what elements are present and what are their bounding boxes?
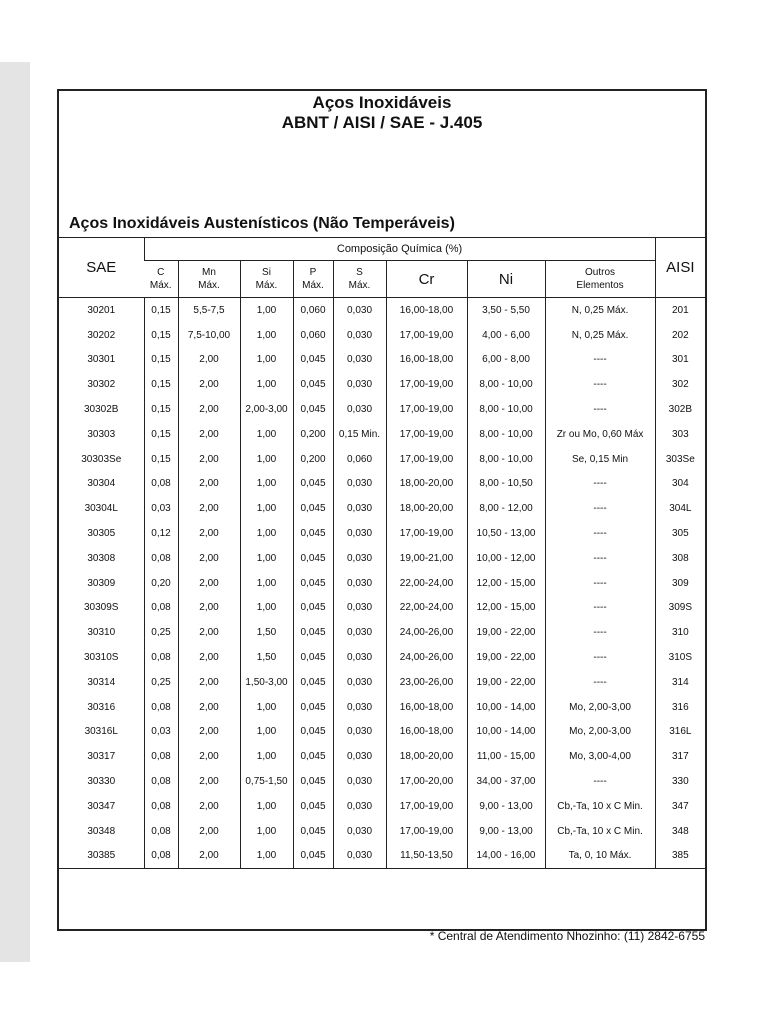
cell-cr: 19,00-21,00 <box>386 546 467 571</box>
cell-ni: 8,00 - 10,00 <box>467 372 545 397</box>
header-mn: Mn Máx. <box>178 261 240 298</box>
cell-p: 0,045 <box>293 620 333 645</box>
cell-p: 0,045 <box>293 546 333 571</box>
cell-ni: 34,00 - 37,00 <box>467 769 545 794</box>
cell-outros: N, 0,25 Máx. <box>545 298 655 323</box>
cell-sae: 30314 <box>87 676 116 688</box>
cell-s: 0,030 <box>333 819 386 844</box>
cell-c: 0,25 <box>144 670 178 695</box>
cell-c: 0,03 <box>144 496 178 521</box>
cell-mn: 2,00 <box>178 372 240 397</box>
cell-aisi: 308 <box>655 546 705 571</box>
cell-si: 1,00 <box>240 521 293 546</box>
cell-sae: 30302B <box>84 404 119 416</box>
cell-outros: ---- <box>545 496 655 521</box>
cell-sae: 30316 <box>87 701 116 713</box>
table-row <box>59 372 705 397</box>
cell-si: 1,00 <box>240 372 293 397</box>
cell-outros: N, 0,25 Máx. <box>545 323 655 348</box>
table-row <box>59 596 705 621</box>
cell-outros: ---- <box>545 472 655 497</box>
cell-p: 0,045 <box>293 695 333 720</box>
cell-p: 0,060 <box>293 298 333 323</box>
table-row <box>59 348 705 373</box>
cell-aisi: 330 <box>655 769 705 794</box>
cell-mn: 2,00 <box>178 769 240 794</box>
cell-si: 1,00 <box>240 298 293 323</box>
cell-c: 0,15 <box>144 447 178 472</box>
cell-cr: 17,00-19,00 <box>386 422 467 447</box>
cell-p: 0,045 <box>293 819 333 844</box>
cell-sae: 30305 <box>87 528 116 540</box>
cell-cr: 17,00-19,00 <box>386 819 467 844</box>
cell-mn: 2,00 <box>178 670 240 695</box>
cell-sae: 30385 <box>87 850 116 862</box>
cell-s: 0,030 <box>333 645 386 670</box>
cell-cr: 18,00-20,00 <box>386 496 467 521</box>
cell-mn: 2,00 <box>178 794 240 819</box>
cell-ni: 19,00 - 22,00 <box>467 645 545 670</box>
cell-aisi: 201 <box>655 298 705 323</box>
cell-c: 0,08 <box>144 546 178 571</box>
cell-aisi: 316L <box>655 720 705 745</box>
cell-mn: 2,00 <box>178 521 240 546</box>
cell-mn: 2,00 <box>178 720 240 745</box>
cell-sae: 30347 <box>87 800 116 812</box>
cell-mn: 2,00 <box>178 596 240 621</box>
cell-ni: 10,50 - 13,00 <box>467 521 545 546</box>
cell-ni: 8,00 - 12,00 <box>467 496 545 521</box>
table-body <box>59 298 705 930</box>
cell-cr: 16,00-18,00 <box>386 695 467 720</box>
cell-si: 1,50-3,00 <box>240 670 293 695</box>
cell-p: 0,200 <box>293 422 333 447</box>
empty-row <box>59 869 705 930</box>
table-row <box>59 496 705 521</box>
cell-cr: 22,00-24,00 <box>386 571 467 596</box>
header-sae: SAE <box>59 238 144 298</box>
cell-c: 0,08 <box>144 819 178 844</box>
cell-si: 1,00 <box>240 596 293 621</box>
cell-mn: 2,00 <box>178 571 240 596</box>
cell-cr: 17,00-19,00 <box>386 447 467 472</box>
header-s: S Máx. <box>333 261 386 298</box>
cell-ni: 8,00 - 10,00 <box>467 422 545 447</box>
table-row <box>59 844 705 869</box>
cell-aisi: 303Se <box>655 447 705 472</box>
cell-c: 0,08 <box>144 645 178 670</box>
cell-c: 0,08 <box>144 695 178 720</box>
cell-mn: 2,00 <box>178 472 240 497</box>
cell-mn: 2,00 <box>178 645 240 670</box>
table-row <box>59 521 705 546</box>
cell-p: 0,045 <box>293 720 333 745</box>
cell-outros: ---- <box>545 769 655 794</box>
cell-ni: 19,00 - 22,00 <box>467 670 545 695</box>
cell-s: 0,030 <box>333 323 386 348</box>
cell-ni: 19,00 - 22,00 <box>467 620 545 645</box>
table-row <box>59 695 705 720</box>
table-row <box>59 546 705 571</box>
header-outros: Outros Elementos <box>545 261 655 298</box>
cell-cr: 16,00-18,00 <box>386 720 467 745</box>
cell-sae: 30317 <box>87 751 116 763</box>
cell-outros: Cb,-Ta, 10 x C Min. <box>545 819 655 844</box>
cell-aisi: 302 <box>655 372 705 397</box>
cell-cr: 17,00-20,00 <box>386 769 467 794</box>
cell-s: 0,030 <box>333 348 386 373</box>
cell-aisi: 314 <box>655 670 705 695</box>
cell-p: 0,045 <box>293 496 333 521</box>
cell-outros: ---- <box>545 348 655 373</box>
cell-p: 0,045 <box>293 744 333 769</box>
cell-cr: 17,00-19,00 <box>386 794 467 819</box>
cell-sae: 30308 <box>87 552 116 564</box>
cell-sae: 30302 <box>87 379 116 391</box>
cell-aisi: 304L <box>655 496 705 521</box>
document-frame <box>57 89 707 931</box>
cell-sae: 30309S <box>84 602 119 614</box>
cell-c: 0,08 <box>144 472 178 497</box>
cell-si: 1,00 <box>240 720 293 745</box>
cell-sae: 30310S <box>84 652 119 664</box>
cell-sae: 30202 <box>87 329 116 341</box>
cell-p: 0,045 <box>293 769 333 794</box>
cell-sae: 30330 <box>87 776 116 788</box>
cell-s: 0,030 <box>333 571 386 596</box>
cell-c: 0,08 <box>144 794 178 819</box>
cell-s: 0,15 Min. <box>333 422 386 447</box>
cell-sae: 30201 <box>59 298 144 323</box>
table-row <box>59 472 705 497</box>
cell-p: 0,060 <box>293 323 333 348</box>
cell-si: 1,00 <box>240 447 293 472</box>
cell-aisi: 301 <box>655 348 705 373</box>
cell-sae: 30304L <box>84 503 118 515</box>
cell-mn: 2,00 <box>178 844 240 869</box>
cell-mn: 5,5-7,5 <box>178 298 240 323</box>
cell-s: 0,030 <box>333 596 386 621</box>
cell-ni: 3,50 - 5,50 <box>467 298 545 323</box>
cell-cr: 18,00-20,00 <box>386 472 467 497</box>
table-row <box>59 819 705 844</box>
section-title: Aços Inoxidáveis Austenísticos (Não Temperáveis) <box>69 215 455 232</box>
cell-mn: 2,00 <box>178 620 240 645</box>
cell-cr: 17,00-19,00 <box>386 372 467 397</box>
cell-cr: 11,50-13,50 <box>386 844 467 869</box>
cell-c: 0,12 <box>144 521 178 546</box>
left-gray-strip <box>0 62 30 962</box>
cell-si: 1,00 <box>240 472 293 497</box>
table-row <box>59 298 705 323</box>
cell-outros: ---- <box>545 620 655 645</box>
cell-sae: 30309 <box>87 577 116 589</box>
cell-si: 1,00 <box>240 695 293 720</box>
cell-cr: 16,00-18,00 <box>386 348 467 373</box>
cell-si: 1,00 <box>240 348 293 373</box>
cell-mn: 2,00 <box>178 546 240 571</box>
cell-cr: 22,00-24,00 <box>386 596 467 621</box>
header-composition: Composição Química (%) <box>144 238 655 261</box>
cell-c: 0,08 <box>144 844 178 869</box>
cell-p: 0,045 <box>293 372 333 397</box>
cell-s: 0,030 <box>333 720 386 745</box>
cell-s: 0,030 <box>333 372 386 397</box>
cell-aisi: 317 <box>655 744 705 769</box>
cell-aisi: 385 <box>655 844 705 869</box>
cell-p: 0,045 <box>293 521 333 546</box>
cell-si: 1,50 <box>240 620 293 645</box>
cell-ni: 10,00 - 14,00 <box>467 695 545 720</box>
cell-cr: 16,00-18,00 <box>386 298 467 323</box>
cell-aisi: 303 <box>655 422 705 447</box>
cell-s: 0,060 <box>333 447 386 472</box>
table-row <box>59 447 705 472</box>
cell-s: 0,030 <box>333 397 386 422</box>
cell-outros: ---- <box>545 571 655 596</box>
cell-c: 0,15 <box>144 348 178 373</box>
table-row <box>59 720 705 745</box>
cell-aisi: 302B <box>655 397 705 422</box>
cell-s: 0,030 <box>333 521 386 546</box>
cell-outros: Mo, 2,00-3,00 <box>545 695 655 720</box>
cell-s: 0,030 <box>333 794 386 819</box>
cell-sae: 30316L <box>84 726 118 738</box>
cell-outros: Cb,-Ta, 10 x C Min. <box>545 794 655 819</box>
cell-si: 1,00 <box>240 744 293 769</box>
cell-c: 0,03 <box>144 720 178 745</box>
table-row <box>59 571 705 596</box>
cell-p: 0,045 <box>293 645 333 670</box>
cell-aisi: 305 <box>655 521 705 546</box>
cell-aisi: 202 <box>655 323 705 348</box>
cell-mn: 2,00 <box>178 496 240 521</box>
cell-mn: 2,00 <box>178 695 240 720</box>
cell-aisi: 347 <box>655 794 705 819</box>
cell-outros: ---- <box>545 521 655 546</box>
cell-outros: ---- <box>545 546 655 571</box>
cell-outros: Mo, 3,00-4,00 <box>545 744 655 769</box>
table-row <box>59 769 705 794</box>
cell-ni: 10,00 - 12,00 <box>467 546 545 571</box>
cell-sae: 30303Se <box>81 453 122 465</box>
cell-sae: 30301 <box>87 354 116 366</box>
page-subtitle-standards: ABNT / AISI / SAE - J.405 <box>281 113 483 132</box>
cell-cr: 18,00-20,00 <box>386 744 467 769</box>
cell-ni: 6,00 - 8,00 <box>467 348 545 373</box>
header-si: Si Máx. <box>240 261 293 298</box>
cell-p: 0,200 <box>293 447 333 472</box>
cell-c: 0,25 <box>144 620 178 645</box>
cell-ni: 8,00 - 10,00 <box>467 447 545 472</box>
cell-p: 0,045 <box>293 844 333 869</box>
cell-s: 0,030 <box>333 620 386 645</box>
cell-outros: ---- <box>545 670 655 695</box>
cell-sae: 30303 <box>87 428 116 440</box>
cell-outros: ---- <box>545 372 655 397</box>
header-aisi: AISI <box>655 238 705 298</box>
cell-cr: 24,00-26,00 <box>386 620 467 645</box>
cell-c: 0,15 <box>144 422 178 447</box>
cell-s: 0,030 <box>333 844 386 869</box>
cell-si: 1,00 <box>240 819 293 844</box>
cell-s: 0,030 <box>333 546 386 571</box>
cell-s: 0,030 <box>333 472 386 497</box>
cell-p: 0,045 <box>293 472 333 497</box>
cell-s: 0,030 <box>333 769 386 794</box>
cell-outros: Se, 0,15 Min <box>545 447 655 472</box>
cell-si: 1,00 <box>240 496 293 521</box>
cell-ni: 8,00 - 10,00 <box>467 397 545 422</box>
cell-aisi: 309S <box>655 596 705 621</box>
cell-si: 0,75-1,50 <box>240 769 293 794</box>
cell-cr: 23,00-26,00 <box>386 670 467 695</box>
cell-s: 0,030 <box>333 496 386 521</box>
cell-mn: 2,00 <box>178 422 240 447</box>
cell-p: 0,045 <box>293 571 333 596</box>
cell-aisi: 348 <box>655 819 705 844</box>
cell-c: 0,15 <box>144 298 178 323</box>
header-ni: Ni <box>467 261 545 298</box>
cell-sae: 30304 <box>87 478 116 490</box>
cell-aisi: 310 <box>655 620 705 645</box>
cell-ni: 12,00 - 15,00 <box>467 571 545 596</box>
cell-aisi: 304 <box>655 472 705 497</box>
table-row <box>59 422 705 447</box>
cell-aisi: 309 <box>655 571 705 596</box>
cell-outros: ---- <box>545 645 655 670</box>
page-title: Aços Inoxidáveis <box>312 93 452 112</box>
cell-sae: 30310 <box>87 627 116 639</box>
cell-ni: 11,00 - 15,00 <box>467 744 545 769</box>
cell-c: 0,08 <box>144 596 178 621</box>
cell-si: 1,00 <box>240 422 293 447</box>
cell-mn: 2,00 <box>178 397 240 422</box>
cell-mn: 2,00 <box>178 348 240 373</box>
table-row <box>59 670 705 695</box>
cell-s: 0,030 <box>333 298 386 323</box>
table-row <box>59 397 705 422</box>
cell-aisi: 316 <box>655 695 705 720</box>
cell-ni: 8,00 - 10,50 <box>467 472 545 497</box>
cell-si: 1,00 <box>240 571 293 596</box>
composition-table <box>59 237 705 929</box>
cell-outros: Zr ou Mo, 0,60 Máx <box>545 422 655 447</box>
cell-ni: 9,00 - 13,00 <box>467 794 545 819</box>
cell-cr: 17,00-19,00 <box>386 397 467 422</box>
header-cr: Cr <box>386 261 467 298</box>
cell-si: 2,00-3,00 <box>240 397 293 422</box>
cell-cr: 17,00-19,00 <box>386 323 467 348</box>
cell-s: 0,030 <box>333 695 386 720</box>
cell-c: 0,15 <box>144 372 178 397</box>
cell-ni: 12,00 - 15,00 <box>467 596 545 621</box>
cell-cr: 17,00-19,00 <box>386 521 467 546</box>
cell-si: 1,00 <box>240 323 293 348</box>
cell-c: 0,15 <box>144 397 178 422</box>
table-row <box>59 323 705 348</box>
cell-ni: 9,00 - 13,00 <box>467 819 545 844</box>
cell-s: 0,030 <box>333 670 386 695</box>
cell-p: 0,045 <box>293 794 333 819</box>
cell-si: 1,00 <box>240 794 293 819</box>
cell-aisi: 310S <box>655 645 705 670</box>
cell-p: 0,045 <box>293 670 333 695</box>
cell-s: 0,030 <box>333 744 386 769</box>
cell-ni: 4,00 - 6,00 <box>467 323 545 348</box>
cell-mn: 2,00 <box>178 744 240 769</box>
cell-c: 0,08 <box>144 769 178 794</box>
footnote-contact: * Central de Atendimento Nhozinho: (11) 2842-6755 <box>429 929 705 943</box>
cell-outros: Mo, 2,00-3,00 <box>545 720 655 745</box>
cell-si: 1,50 <box>240 645 293 670</box>
cell-mn: 7,5-10,00 <box>178 323 240 348</box>
cell-cr: 24,00-26,00 <box>386 645 467 670</box>
header-p: P Máx. <box>293 261 333 298</box>
cell-p: 0,045 <box>293 397 333 422</box>
cell-outros: ---- <box>545 596 655 621</box>
table-row <box>59 645 705 670</box>
cell-c: 0,20 <box>144 571 178 596</box>
cell-si: 1,00 <box>240 844 293 869</box>
table-row <box>59 620 705 645</box>
table-row <box>59 794 705 819</box>
cell-p: 0,045 <box>293 596 333 621</box>
cell-ni: 14,00 - 16,00 <box>467 844 545 869</box>
cell-p: 0,045 <box>293 348 333 373</box>
cell-c: 0,15 <box>144 323 178 348</box>
cell-mn: 2,00 <box>178 819 240 844</box>
cell-mn: 2,00 <box>178 447 240 472</box>
cell-si: 1,00 <box>240 546 293 571</box>
cell-ni: 10,00 - 14,00 <box>467 720 545 745</box>
cell-outros: Ta, 0, 10 Máx. <box>545 844 655 869</box>
table-row <box>59 744 705 769</box>
cell-outros: ---- <box>545 397 655 422</box>
header-c: C Máx. <box>144 261 178 298</box>
cell-c: 0,08 <box>144 744 178 769</box>
cell-sae: 30348 <box>87 825 116 837</box>
